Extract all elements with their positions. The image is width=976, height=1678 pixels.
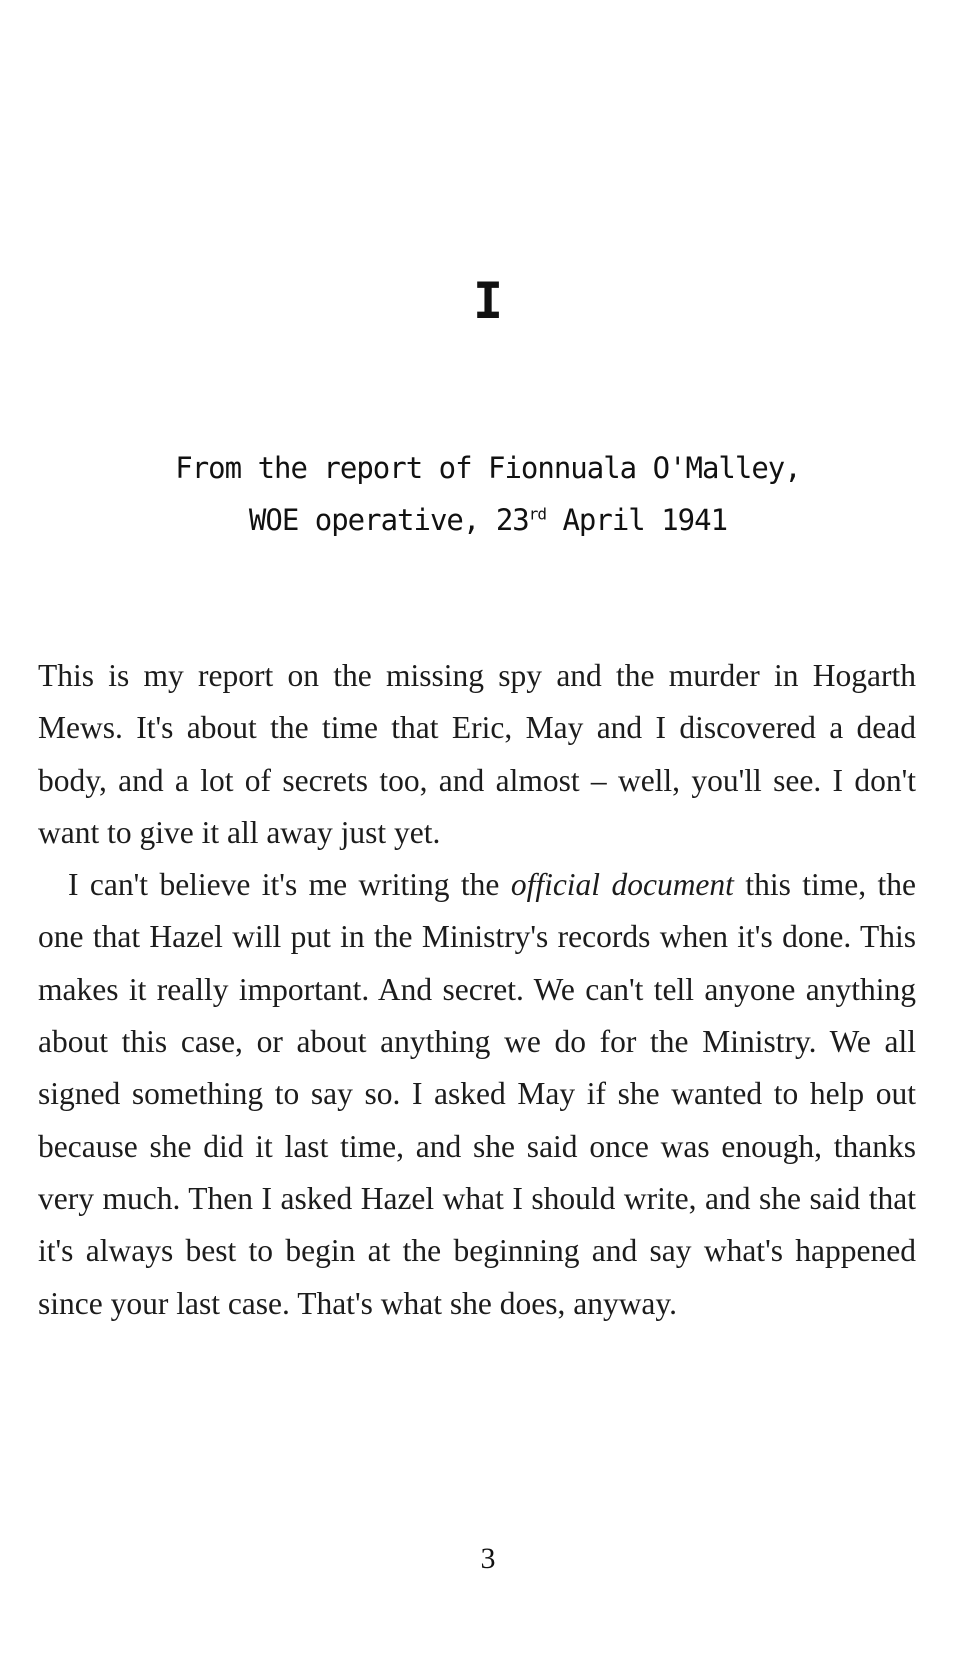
- page-number: 3: [480, 1542, 496, 1575]
- report-header-line-2-prefix: WOE operative, 23: [248, 503, 529, 537]
- report-header-date-suffix: rd: [528, 504, 546, 524]
- report-header-line-2-suffix: April 1941: [546, 503, 728, 537]
- body-text: [38, 650, 916, 1330]
- paragraph-2-end: this time, the one that Hazel will put in the Ministry's records when it's done. This makes it really important. And secret. We can't tell anyone anything about this case, or about anything we do for the Ministry. We all signed something to say so. I asked May if she wanted to help out because she did it last time, and she said once was enough, thanks very much. Then I asked Hazel what I should write, and she said that it's always best to begin at the beginning and say what's happened since your last case. That's what she does, anyway.: [38, 867, 916, 1321]
- paragraph-2: [38, 859, 916, 1330]
- report-header: [0, 442, 976, 546]
- paragraph-2-start: I can't believe it's me writing the: [68, 867, 511, 903]
- paragraph-1: This is my report on the missing spy and the murder in Hogarth Mews. It's about the time that Eric, May and I discovered a dead body, and a lot of secrets too, and almost – well, you'll see. I don't want to give it all away just yet.: [38, 658, 916, 850]
- report-header-line-1: From the report of Fionnuala O'Malley,: [175, 451, 801, 485]
- report-header-line-2: [0, 494, 976, 546]
- paragraph-2-italic: official document: [510, 867, 734, 903]
- chapter-number: I: [472, 272, 504, 330]
